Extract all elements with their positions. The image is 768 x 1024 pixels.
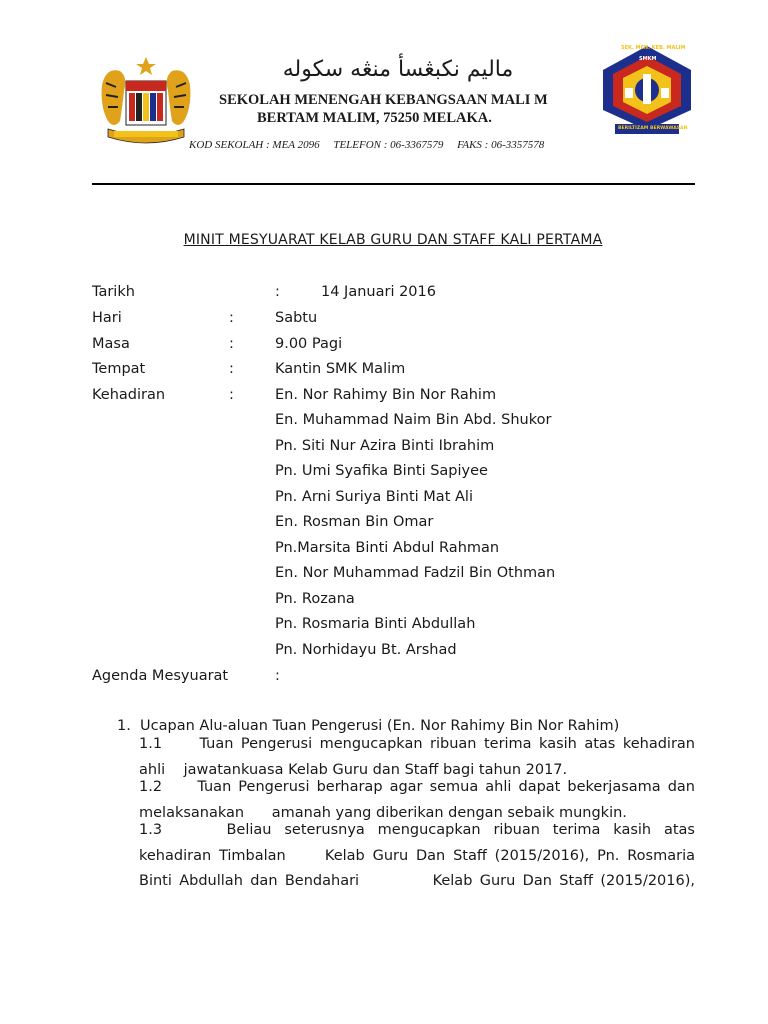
attendee: Pn. Umi Syafika Binti Sapiyee xyxy=(275,463,488,479)
value-masa: 9.00 Pagi xyxy=(275,336,343,352)
coat-of-arms-logo xyxy=(94,55,198,145)
paragraph-1-1-line2: ahli jawatankuasa Kelab Guru dan Staff bagi tahun 2017. xyxy=(139,762,568,778)
attendee: En. Nor Muhammad Fadzil Bin Othman xyxy=(275,565,556,581)
paragraph-1-3-line1: 1.3 Beliau seterusnya mengucapkan ribuan terima kasih atas xyxy=(139,822,695,838)
school-contact-line: KOD SEKOLAH : MEA 2096 TELEFON : 06-3367579 FAKS : 06-3357578 xyxy=(189,139,545,151)
label-tarikh: Tarikh xyxy=(92,284,135,300)
label-agenda: Agenda Mesyuarat xyxy=(92,668,229,684)
attendee: Pn. Siti Nur Azira Binti Ibrahim xyxy=(275,438,495,454)
attendee: Pn.Marsita Binti Abdul Rahman xyxy=(275,540,500,556)
label-tempat: Tempat xyxy=(92,361,146,377)
label-kehadiran: Kehadiran xyxy=(92,387,166,403)
badge-top-text: SEK. MEN. KEB. MALIM xyxy=(621,45,686,51)
paragraph-1-2-line2: melaksanakan amanah yang diberikan dengan sebaik mungkin. xyxy=(139,805,627,821)
badge-inner-text: SMKM xyxy=(639,56,657,62)
value-hari: Sabtu xyxy=(275,310,318,326)
colon-masa: : xyxy=(229,336,234,352)
attendee: En. Rosman Bin Omar xyxy=(275,514,434,530)
colon-agenda: : xyxy=(275,668,280,684)
agenda-item-1: 1. Ucapan Alu-aluan Tuan Pengerusi (En. Nor Rahimy Bin Nor Rahim) xyxy=(117,718,620,734)
school-name-jawi: ماليم نکبڠسأ منڠه سکوله xyxy=(282,57,514,82)
colon-tempat: : xyxy=(229,361,234,377)
label-masa: Masa xyxy=(92,336,130,352)
school-name-line1: SEKOLAH MENENGAH KEBANGSAAN MALI M xyxy=(219,92,548,108)
attendee: Pn. Norhidayu Bt. Arshad xyxy=(275,642,457,658)
value-tempat: Kantin SMK Malim xyxy=(275,361,406,377)
badge-motto-text: BERILTIZAM BERWAWASAN xyxy=(618,126,688,131)
paragraph-1-2-line1: 1.2 Tuan Pengerusi berharap agar semua ahli dapat bekerjasama dan xyxy=(139,779,695,795)
value-tarikh: 14 Januari 2016 xyxy=(321,284,436,300)
paragraph-1-3-line3: Binti Abdullah dan Bendahari Kelab Guru Dan Staff (2015/2016), xyxy=(139,873,695,889)
colon-tarikh: : xyxy=(275,284,280,300)
colon-hari: : xyxy=(229,310,234,326)
document-title: MINIT MESYUARAT KELAB GURU DAN STAFF KALI PERTAMA xyxy=(183,232,603,248)
label-hari: Hari xyxy=(92,310,122,326)
school-address: BERTAM MALIM, 75250 MELAKA. xyxy=(257,110,492,126)
school-badge-logo xyxy=(599,44,695,136)
paragraph-1-3-line2: kehadiran Timbalan Kelab Guru Dan Staff (2015/2016), Pn. Rosmaria xyxy=(139,848,695,864)
paragraph-1-1-line1: 1.1 Tuan Pengerusi mengucapkan ribuan terima kasih atas kehadiran xyxy=(139,736,695,752)
attendee: Pn. Rozana xyxy=(275,591,355,607)
attendee: Pn. Arni Suriya Binti Mat Ali xyxy=(275,489,473,505)
attendee: En. Muhammad Naim Bin Abd. Shukor xyxy=(275,412,552,428)
colon-kehadiran: : xyxy=(229,387,234,403)
attendee: Pn. Rosmaria Binti Abdullah xyxy=(275,616,476,632)
attendee: En. Nor Rahimy Bin Nor Rahim xyxy=(275,387,497,403)
header-divider xyxy=(92,183,695,185)
